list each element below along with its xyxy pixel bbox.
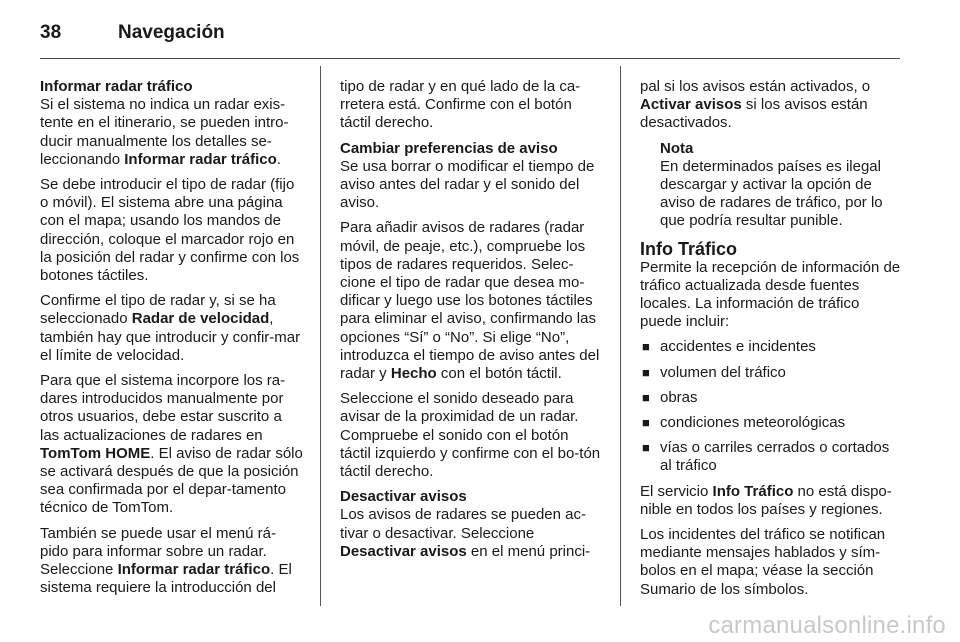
column-3 [640,78,903,606]
bullet-icon: ■ [642,339,650,355]
paragraph: pal si los avisos están activados, o Activar avisos si los avisos están desactivados. [640,78,871,132]
list-item: ■ volumen del tráfico [642,363,786,381]
paragraph: Permite la recepción de información de tráfico actualizada desde fuentes locales. La información de tráfico puede incluir: [640,258,901,331]
list-item: ■ condiciones meteorológicas [642,414,846,432]
paragraph: El servicio Info Tráfico no está dispo-nible en todos los países y regiones. [640,482,892,518]
paragraph: Para que el sistema incorpore los ra-dares introducidos manualmente por otros usuarios, debe estar suscrito a las actualizaciones de radares en TomTom HOME. El aviso de radar sólo se activará después de que la posición sea confirmada por el depar-tamento técnico de TomTom. [40,372,303,517]
note-text: En determinados países es ilegal descargar y activar la opción de aviso de radares de tráfico, por lo que podría resultar punible. [660,157,883,230]
paragraph: Los incidentes del tráfico se notifican mediante mensajes hablados y sím-bolos en el mapa; véase la sección Sumario de los símbolos. [640,526,886,598]
chapter-title: Navegación [118,22,225,43]
list-item: ■ vías o carriles cerrados o cortados al tráfico [642,439,890,475]
page-number: 38 [40,22,62,43]
paragraph: Si el sistema no indica un radar exis-tente en el itinerario, se pueden intro-ducir manualmente los detalles se-leccionando Informar radar tráfico. [40,96,289,168]
bullet-icon: ■ [642,415,650,431]
paragraph: También se puede usar el menú rá-pido para informar sobre un radar. Seleccione Informar radar tráfico. El sistema requiere la introducción del [40,524,292,597]
list-item: ■ accidentes e incidentes [642,338,816,356]
note-box [660,140,903,231]
paragraph: Seleccione el sonido deseado para avisar de la proximidad de un radar. Compruebe el sonido con el botón táctil izquierdo y confirme con el bo-tón táctil derecho. [340,390,601,481]
note-title: Nota [660,139,694,157]
column-divider-2 [620,66,621,606]
bullet-icon: ■ [642,389,650,405]
paragraph: tipo de radar y en qué lado de la ca-rretera está. Confirme con el botón táctil derecho. [340,78,581,132]
paragraph: Se debe introducir el tipo de radar (fijo o móvil). El sistema abre una página con el mapa; usando los mandos de dirección, coloque el marcador rojo en la posición del radar y confirme con los botones táctiles. [40,176,300,285]
column-divider-1 [320,66,321,606]
bullet-icon: ■ [642,440,650,456]
header-rule [40,58,900,59]
paragraph: Los avisos de radares se pueden ac-tivar o desactivar. Seleccione Desactivar avisos en el menú princi- [340,506,591,560]
column-2 [340,78,603,568]
heading-cambiar-preferencias: Cambiar preferencias de aviso [340,139,558,157]
page-header [40,22,225,52]
heading-informar-radar: Informar radar tráfico [40,78,193,95]
list-item: ■ obras [642,388,698,406]
bullet-icon: ■ [642,364,650,380]
paragraph: Para añadir avisos de radares (radar móvil, de peaje, etc.), compruebe los tipos de radares requeridos. Selec-cione el tipo de radar que desea mo-dificar y luego use los botones táctiles para eliminar el aviso, confirmando las opciones “Sí” o “No”. Si elige “No”, introduzca el tiempo de aviso antes del radar y Hecho con el botón táctil. [340,219,600,383]
paragraph: Se usa borrar o modificar el tiempo de aviso antes del radar y el sonido del aviso. [340,157,595,212]
watermark: carmanualsonline.info [708,612,946,639]
paragraph: Confirme el tipo de radar y, si se ha seleccionado Radar de velocidad, también hay que introducir y confir-mar el límite de velocidad. [40,292,301,364]
section-heading-info-trafico: Info Tráfico [640,238,738,259]
column-1 [40,78,303,604]
traffic-info-list [640,338,903,475]
heading-desactivar-avisos: Desactivar avisos [340,488,467,506]
